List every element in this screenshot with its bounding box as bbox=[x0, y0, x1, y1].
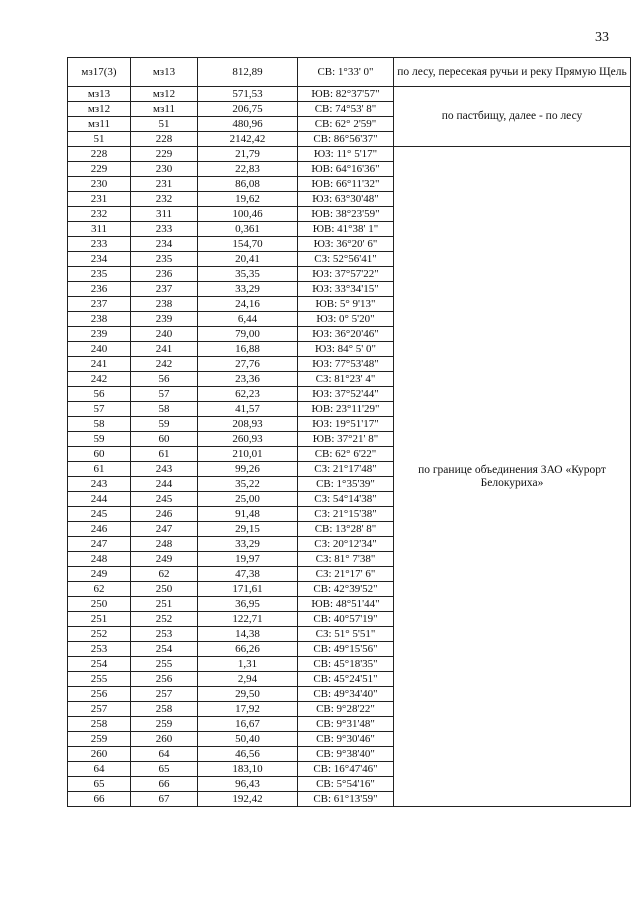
point-from-cell: 240 bbox=[68, 342, 131, 357]
length-cell: 24,16 bbox=[198, 297, 298, 312]
length-cell: 122,71 bbox=[198, 612, 298, 627]
bearing-cell: СВ: 9°30'46" bbox=[298, 732, 394, 747]
point-to-cell: 255 bbox=[131, 657, 198, 672]
length-cell: 260,93 bbox=[198, 432, 298, 447]
point-to-cell: 249 bbox=[131, 552, 198, 567]
bearing-cell: СВ: 42°39'52" bbox=[298, 582, 394, 597]
length-cell: 41,57 bbox=[198, 402, 298, 417]
length-cell: 154,70 bbox=[198, 237, 298, 252]
point-to-cell: 231 bbox=[131, 177, 198, 192]
point-to-cell: 247 bbox=[131, 522, 198, 537]
point-from-cell: 51 bbox=[68, 132, 131, 147]
length-cell: 35,22 bbox=[198, 477, 298, 492]
bearing-cell: ЮЗ: 0° 5'20" bbox=[298, 312, 394, 327]
point-to-cell: 229 bbox=[131, 147, 198, 162]
point-to-cell: 250 bbox=[131, 582, 198, 597]
point-to-cell: 61 bbox=[131, 447, 198, 462]
point-from-cell: 247 bbox=[68, 537, 131, 552]
point-to-cell: 59 bbox=[131, 417, 198, 432]
point-to-cell: 228 bbox=[131, 132, 198, 147]
bearing-cell: ЮВ: 38°23'59" bbox=[298, 207, 394, 222]
length-cell: 79,00 bbox=[198, 327, 298, 342]
point-from-cell: 256 bbox=[68, 687, 131, 702]
point-to-cell: 237 bbox=[131, 282, 198, 297]
point-from-cell: 260 bbox=[68, 747, 131, 762]
point-to-cell: 243 bbox=[131, 462, 198, 477]
bearing-cell: СЗ: 21°17'48" bbox=[298, 462, 394, 477]
point-to-cell: 65 bbox=[131, 762, 198, 777]
bearing-cell: СЗ: 21°17' 6" bbox=[298, 567, 394, 582]
bearing-cell: СЗ: 81° 7'38" bbox=[298, 552, 394, 567]
point-from-cell: мз12 bbox=[68, 102, 131, 117]
point-from-cell: 60 bbox=[68, 447, 131, 462]
bearing-cell: СВ: 9°31'48" bbox=[298, 717, 394, 732]
route-description-cell: по лесу, пересекая ручьи и реку Прямую Щель bbox=[394, 58, 631, 87]
point-from-cell: 257 bbox=[68, 702, 131, 717]
point-to-cell: 67 bbox=[131, 792, 198, 807]
point-from-cell: 238 bbox=[68, 312, 131, 327]
length-cell: 812,89 bbox=[198, 58, 298, 87]
length-cell: 62,23 bbox=[198, 387, 298, 402]
length-cell: 46,56 bbox=[198, 747, 298, 762]
point-to-cell: 246 bbox=[131, 507, 198, 522]
point-to-cell: 66 bbox=[131, 777, 198, 792]
length-cell: 17,92 bbox=[198, 702, 298, 717]
bearing-cell: ЮВ: 41°38' 1" bbox=[298, 222, 394, 237]
bearing-cell: СВ: 62° 6'22" bbox=[298, 447, 394, 462]
point-to-cell: 56 bbox=[131, 372, 198, 387]
point-to-cell: мз11 bbox=[131, 102, 198, 117]
point-to-cell: 60 bbox=[131, 432, 198, 447]
point-to-cell: 253 bbox=[131, 627, 198, 642]
point-from-cell: 232 bbox=[68, 207, 131, 222]
bearing-cell: СЗ: 81°23' 4" bbox=[298, 372, 394, 387]
point-from-cell: 233 bbox=[68, 237, 131, 252]
bearing-cell: СЗ: 54°14'38" bbox=[298, 492, 394, 507]
point-from-cell: 57 bbox=[68, 402, 131, 417]
point-to-cell: 232 bbox=[131, 192, 198, 207]
point-to-cell: 230 bbox=[131, 162, 198, 177]
point-to-cell: мз13 bbox=[131, 58, 198, 87]
length-cell: 208,93 bbox=[198, 417, 298, 432]
length-cell: 16,67 bbox=[198, 717, 298, 732]
point-to-cell: 235 bbox=[131, 252, 198, 267]
point-from-cell: 242 bbox=[68, 372, 131, 387]
point-from-cell: 252 bbox=[68, 627, 131, 642]
point-from-cell: 231 bbox=[68, 192, 131, 207]
point-to-cell: 252 bbox=[131, 612, 198, 627]
bearing-cell: СВ: 49°34'40" bbox=[298, 687, 394, 702]
point-from-cell: 246 bbox=[68, 522, 131, 537]
bearing-cell: ЮВ: 5° 9'13" bbox=[298, 297, 394, 312]
bearing-cell: СВ: 13°28' 8" bbox=[298, 522, 394, 537]
point-from-cell: 239 bbox=[68, 327, 131, 342]
length-cell: 22,83 bbox=[198, 162, 298, 177]
length-cell: 27,76 bbox=[198, 357, 298, 372]
point-to-cell: 254 bbox=[131, 642, 198, 657]
bearing-cell: СВ: 49°15'56" bbox=[298, 642, 394, 657]
length-cell: 91,48 bbox=[198, 507, 298, 522]
point-from-cell: 253 bbox=[68, 642, 131, 657]
point-to-cell: 245 bbox=[131, 492, 198, 507]
bearing-cell: СЗ: 51° 5'51" bbox=[298, 627, 394, 642]
bearing-cell: ЮВ: 64°16'36" bbox=[298, 162, 394, 177]
length-cell: 19,97 bbox=[198, 552, 298, 567]
point-from-cell: 234 bbox=[68, 252, 131, 267]
point-from-cell: 62 bbox=[68, 582, 131, 597]
bearing-cell: ЮВ: 82°37'57" bbox=[298, 87, 394, 102]
point-to-cell: 311 bbox=[131, 207, 198, 222]
point-to-cell: 251 bbox=[131, 597, 198, 612]
point-from-cell: мз11 bbox=[68, 117, 131, 132]
route-description-cell: по пастбищу, далее - по лесу bbox=[394, 87, 631, 147]
point-to-cell: 51 bbox=[131, 117, 198, 132]
length-cell: 16,88 bbox=[198, 342, 298, 357]
length-cell: 21,79 bbox=[198, 147, 298, 162]
length-cell: 171,61 bbox=[198, 582, 298, 597]
bearing-cell: ЮЗ: 63°30'48" bbox=[298, 192, 394, 207]
point-from-cell: 65 bbox=[68, 777, 131, 792]
point-from-cell: 259 bbox=[68, 732, 131, 747]
point-to-cell: 58 bbox=[131, 402, 198, 417]
point-from-cell: 243 bbox=[68, 477, 131, 492]
bearing-cell: СВ: 74°53' 8" bbox=[298, 102, 394, 117]
bearing-cell: СВ: 16°47'46" bbox=[298, 762, 394, 777]
bearing-cell: СВ: 62° 2'59" bbox=[298, 117, 394, 132]
bearing-cell: СВ: 1°33' 0" bbox=[298, 58, 394, 87]
point-from-cell: мз13 bbox=[68, 87, 131, 102]
point-from-cell: 59 bbox=[68, 432, 131, 447]
length-cell: 99,26 bbox=[198, 462, 298, 477]
bearing-cell: ЮЗ: 33°34'15" bbox=[298, 282, 394, 297]
point-from-cell: мз17(3) bbox=[68, 58, 131, 87]
bearing-cell: ЮЗ: 36°20' 6" bbox=[298, 237, 394, 252]
length-cell: 183,10 bbox=[198, 762, 298, 777]
point-from-cell: 56 bbox=[68, 387, 131, 402]
table-row bbox=[68, 58, 631, 87]
route-description-cell: по границе объединения ЗАО «Курорт Белокуриха» bbox=[394, 147, 631, 807]
point-from-cell: 61 bbox=[68, 462, 131, 477]
length-cell: 35,35 bbox=[198, 267, 298, 282]
point-to-cell: 240 bbox=[131, 327, 198, 342]
length-cell: 96,43 bbox=[198, 777, 298, 792]
length-cell: 20,41 bbox=[198, 252, 298, 267]
table-row bbox=[68, 147, 631, 162]
point-from-cell: 255 bbox=[68, 672, 131, 687]
bearing-cell: ЮЗ: 84° 5' 0" bbox=[298, 342, 394, 357]
point-to-cell: 241 bbox=[131, 342, 198, 357]
length-cell: 14,38 bbox=[198, 627, 298, 642]
point-from-cell: 245 bbox=[68, 507, 131, 522]
bearing-cell: СВ: 86°56'37" bbox=[298, 132, 394, 147]
bearing-cell: СВ: 5°54'16" bbox=[298, 777, 394, 792]
point-to-cell: 244 bbox=[131, 477, 198, 492]
bearing-cell: ЮВ: 48°51'44" bbox=[298, 597, 394, 612]
point-to-cell: 260 bbox=[131, 732, 198, 747]
length-cell: 86,08 bbox=[198, 177, 298, 192]
point-to-cell: 233 bbox=[131, 222, 198, 237]
bearing-cell: ЮЗ: 36°20'46" bbox=[298, 327, 394, 342]
bearing-cell: СВ: 45°24'51" bbox=[298, 672, 394, 687]
length-cell: 0,361 bbox=[198, 222, 298, 237]
length-cell: 66,26 bbox=[198, 642, 298, 657]
point-to-cell: 239 bbox=[131, 312, 198, 327]
bearing-cell: ЮЗ: 37°52'44" bbox=[298, 387, 394, 402]
length-cell: 36,95 bbox=[198, 597, 298, 612]
point-from-cell: 64 bbox=[68, 762, 131, 777]
bearing-cell: ЮЗ: 77°53'48" bbox=[298, 357, 394, 372]
bearing-cell: ЮВ: 37°21' 8" bbox=[298, 432, 394, 447]
point-to-cell: 238 bbox=[131, 297, 198, 312]
point-from-cell: 230 bbox=[68, 177, 131, 192]
bearing-cell: ЮЗ: 37°57'22" bbox=[298, 267, 394, 282]
point-to-cell: 64 bbox=[131, 747, 198, 762]
bearing-cell: СЗ: 52°56'41" bbox=[298, 252, 394, 267]
point-from-cell: 249 bbox=[68, 567, 131, 582]
point-from-cell: 237 bbox=[68, 297, 131, 312]
point-from-cell: 258 bbox=[68, 717, 131, 732]
bearing-cell: ЮЗ: 19°51'17" bbox=[298, 417, 394, 432]
bearing-cell: ЮВ: 23°11'29" bbox=[298, 402, 394, 417]
point-to-cell: 242 bbox=[131, 357, 198, 372]
bearing-cell: СВ: 40°57'19" bbox=[298, 612, 394, 627]
length-cell: 50,40 bbox=[198, 732, 298, 747]
bearing-cell: ЮЗ: 11° 5'17" bbox=[298, 147, 394, 162]
length-cell: 480,96 bbox=[198, 117, 298, 132]
bearing-cell: СЗ: 20°12'34" bbox=[298, 537, 394, 552]
point-from-cell: 66 bbox=[68, 792, 131, 807]
table-row bbox=[68, 87, 631, 102]
length-cell: 25,00 bbox=[198, 492, 298, 507]
bearing-cell: ЮВ: 66°11'32" bbox=[298, 177, 394, 192]
point-from-cell: 254 bbox=[68, 657, 131, 672]
page-number: 33 bbox=[595, 30, 609, 45]
point-to-cell: 256 bbox=[131, 672, 198, 687]
bearing-cell: СВ: 9°38'40" bbox=[298, 747, 394, 762]
point-from-cell: 236 bbox=[68, 282, 131, 297]
bearing-cell: СВ: 9°28'22" bbox=[298, 702, 394, 717]
length-cell: 29,50 bbox=[198, 687, 298, 702]
point-from-cell: 248 bbox=[68, 552, 131, 567]
length-cell: 6,44 bbox=[198, 312, 298, 327]
length-cell: 33,29 bbox=[198, 537, 298, 552]
length-cell: 19,62 bbox=[198, 192, 298, 207]
point-from-cell: 235 bbox=[68, 267, 131, 282]
point-from-cell: 241 bbox=[68, 357, 131, 372]
length-cell: 571,53 bbox=[198, 87, 298, 102]
point-to-cell: 258 bbox=[131, 702, 198, 717]
point-from-cell: 229 bbox=[68, 162, 131, 177]
point-to-cell: 259 bbox=[131, 717, 198, 732]
bearing-cell: СВ: 45°18'35" bbox=[298, 657, 394, 672]
length-cell: 47,38 bbox=[198, 567, 298, 582]
point-from-cell: 250 bbox=[68, 597, 131, 612]
bearing-cell: СВ: 61°13'59" bbox=[298, 792, 394, 807]
length-cell: 23,36 bbox=[198, 372, 298, 387]
point-to-cell: 62 bbox=[131, 567, 198, 582]
point-from-cell: 311 bbox=[68, 222, 131, 237]
point-to-cell: 248 bbox=[131, 537, 198, 552]
length-cell: 1,31 bbox=[198, 657, 298, 672]
point-to-cell: 257 bbox=[131, 687, 198, 702]
point-from-cell: 228 bbox=[68, 147, 131, 162]
boundary-table bbox=[67, 57, 631, 807]
length-cell: 2,94 bbox=[198, 672, 298, 687]
point-to-cell: 234 bbox=[131, 237, 198, 252]
point-from-cell: 58 bbox=[68, 417, 131, 432]
length-cell: 192,42 bbox=[198, 792, 298, 807]
length-cell: 206,75 bbox=[198, 102, 298, 117]
length-cell: 29,15 bbox=[198, 522, 298, 537]
length-cell: 100,46 bbox=[198, 207, 298, 222]
bearing-cell: СЗ: 21°15'38" bbox=[298, 507, 394, 522]
point-from-cell: 251 bbox=[68, 612, 131, 627]
point-to-cell: 57 bbox=[131, 387, 198, 402]
point-from-cell: 244 bbox=[68, 492, 131, 507]
bearing-cell: СВ: 1°35'39" bbox=[298, 477, 394, 492]
point-to-cell: 236 bbox=[131, 267, 198, 282]
length-cell: 210,01 bbox=[198, 447, 298, 462]
length-cell: 2142,42 bbox=[198, 132, 298, 147]
point-to-cell: мз12 bbox=[131, 87, 198, 102]
length-cell: 33,29 bbox=[198, 282, 298, 297]
